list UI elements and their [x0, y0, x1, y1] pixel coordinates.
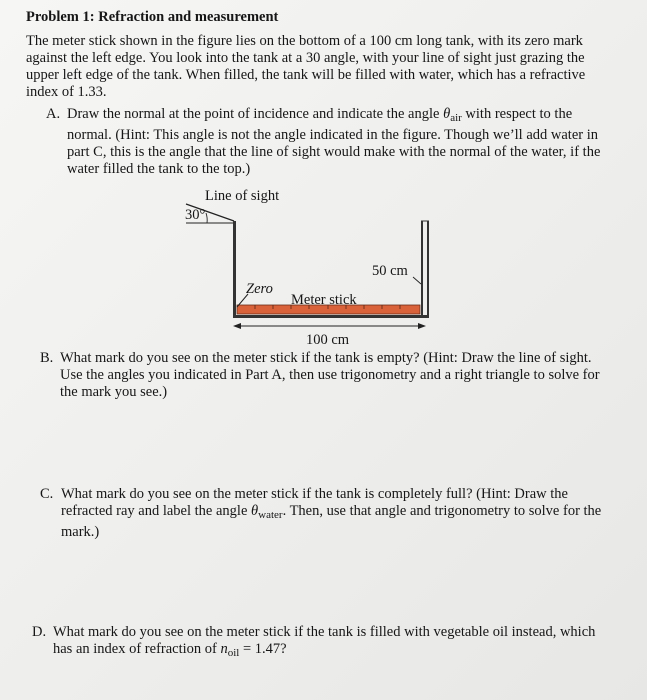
part-c-text	[61, 486, 611, 541]
part-c-text-1: What mark do you see on the meter stick if the tank is completely full? (Hint: Draw the refracted ray and label the angle	[61, 486, 568, 519]
angle-label: 30°	[185, 207, 206, 223]
line-of-sight-label: Line of sight	[205, 188, 280, 204]
length-label: 100 cm	[306, 332, 350, 348]
part-d-n-subscript: oil	[227, 647, 240, 659]
part-d-text-2: = 1.47?	[239, 641, 287, 657]
height-label: 50 cm	[372, 263, 408, 279]
tank-left-wall	[233, 221, 236, 315]
tank-right-wall-inner	[421, 221, 423, 315]
problem-title: Problem 1: Refraction and measurement	[26, 9, 279, 25]
height-pointer	[413, 277, 421, 284]
meter-stick-label: Meter stick	[291, 292, 357, 308]
part-a-letter: A.	[46, 106, 61, 122]
part-c-theta-subscript: water	[258, 509, 283, 521]
part-b-letter: B.	[40, 350, 54, 366]
part-c-theta-symbol: θ	[251, 503, 259, 519]
problem-intro: The meter stick shown in the figure lies on the bottom of a 100 cm long tank, with its zero mark against the left edge. You look into the tank at a 30 angle, with your line of sight just grazing the upper left edge of the tank. When filled, the tank will be filled with water, which has a refractive index of 1.33.	[26, 33, 586, 100]
part-d-letter: D.	[32, 624, 47, 640]
part-a-text-2: with respect to the normal. (Hint: This angle is not the angle indicated in the figure. Though we’ll add water in part C, this is the angle that the line of sight would make with the normal of the water, if the water filled the tank to the top.)	[67, 106, 601, 177]
part-a-theta-symbol: θ	[443, 106, 451, 122]
angle-arc	[206, 213, 207, 223]
part-a-theta-subscript: air	[450, 112, 462, 124]
length-arrow-right	[418, 323, 426, 329]
part-d-text-1: What mark do you see on the meter stick if the tank is filled with vegetable oil instead, which has an index of refraction of	[53, 624, 596, 657]
part-d-n-symbol: n	[220, 641, 228, 657]
length-arrow-left	[233, 323, 241, 329]
tank-right-wall-outer	[427, 221, 429, 315]
tank-bottom	[233, 315, 429, 318]
part-b-text: What mark do you see on the meter stick if the tank is empty? (Hint: Draw the line of sight. Use the angles you indicated in Part A, then use trigonometry and a right triangle to solve for the mark you see.)	[60, 350, 600, 400]
part-c-letter: C.	[40, 486, 54, 502]
zero-label: Zero	[246, 281, 273, 297]
part-d-text	[53, 624, 613, 662]
part-a-text-1: Draw the normal at the point of incidence and indicate the angle	[67, 106, 444, 122]
part-c-text-2: . Then, use that angle and trigonometry to solve for the mark.)	[61, 503, 602, 540]
